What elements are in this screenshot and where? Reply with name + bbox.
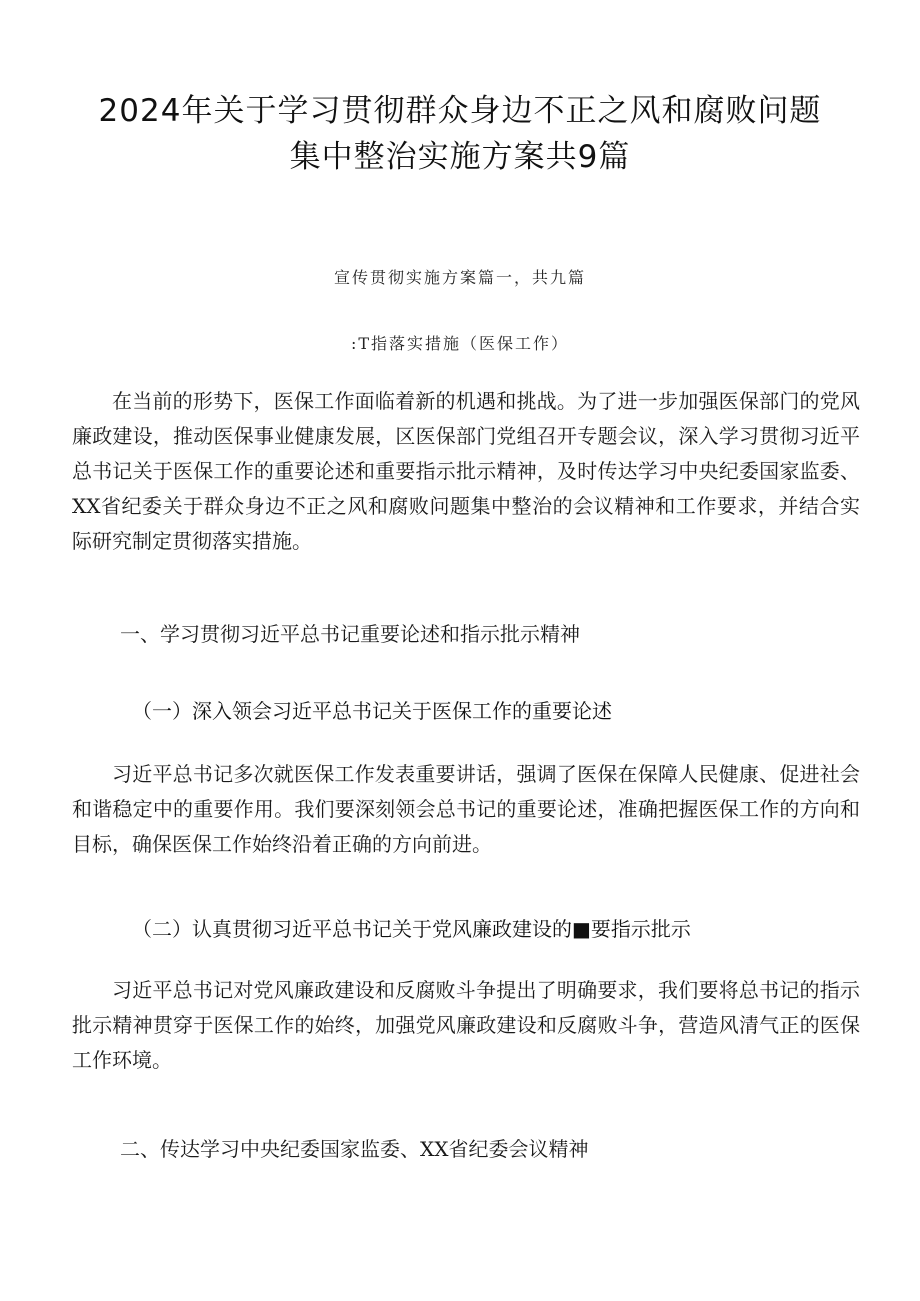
subsection-2-heading: （二）认真贯彻习近平总书记关于党风廉政建设的■要指示批示: [132, 917, 691, 941]
section-2-heading: 二、传达学习中央纪委国家监委、XX省纪委会议精神: [120, 1137, 589, 1161]
document-subtitle: 宣传贯彻实施方案篇一，共九篇: [333, 268, 586, 287]
title-line-2: 集中整治实施方案共9篇: [289, 139, 631, 175]
title-line-1: 2024年关于学习贯彻群众身边不正之风和腐败问题: [98, 93, 822, 129]
subsection-1-paragraph: 习近平总书记多次就医保工作发表重要讲话，强调了医保在保障人民健康、促进社会和谐稳定中的重要作用。我们要深刻领会总书记的重要论述，准确把握医保工作的方向和目标，确保医保工作始终沿着正确的方向前进。: [72, 762, 860, 856]
document-title: [60, 88, 860, 180]
intro-paragraph: 在当前的形势下，医保工作面临着新的机遇和挑战。为了进一步加强医保部门的党风廉政建设，推动医保事业健康发展，区医保部门党组召开专题会议，深入学习贯彻习近平总书记关于医保工作的重要论述和重要指示批示精神，及时传达学习中央纪委国家监委、XX省纪委关于群众身边不正之风和腐败问题集中整治的会议精神和工作要求，并结合实际研究制定贯彻落实措施。: [72, 389, 860, 553]
section-1-heading: 一、学习贯彻习近平总书记重要论述和指示批示精神: [120, 622, 580, 646]
subsection-2-paragraph: 习近平总书记对党风廉政建设和反腐败斗争提出了明确要求，我们要将总书记的指示批示精神贯穿于医保工作的始终，加强党风廉政建设和反腐败斗争，营造风清气正的医保工作环境。: [72, 978, 860, 1072]
section-subtitle: :T指落实措施（医保工作）: [350, 334, 570, 353]
subsection-1-heading: （一）深入领会习近平总书记关于医保工作的重要论述: [132, 699, 612, 723]
